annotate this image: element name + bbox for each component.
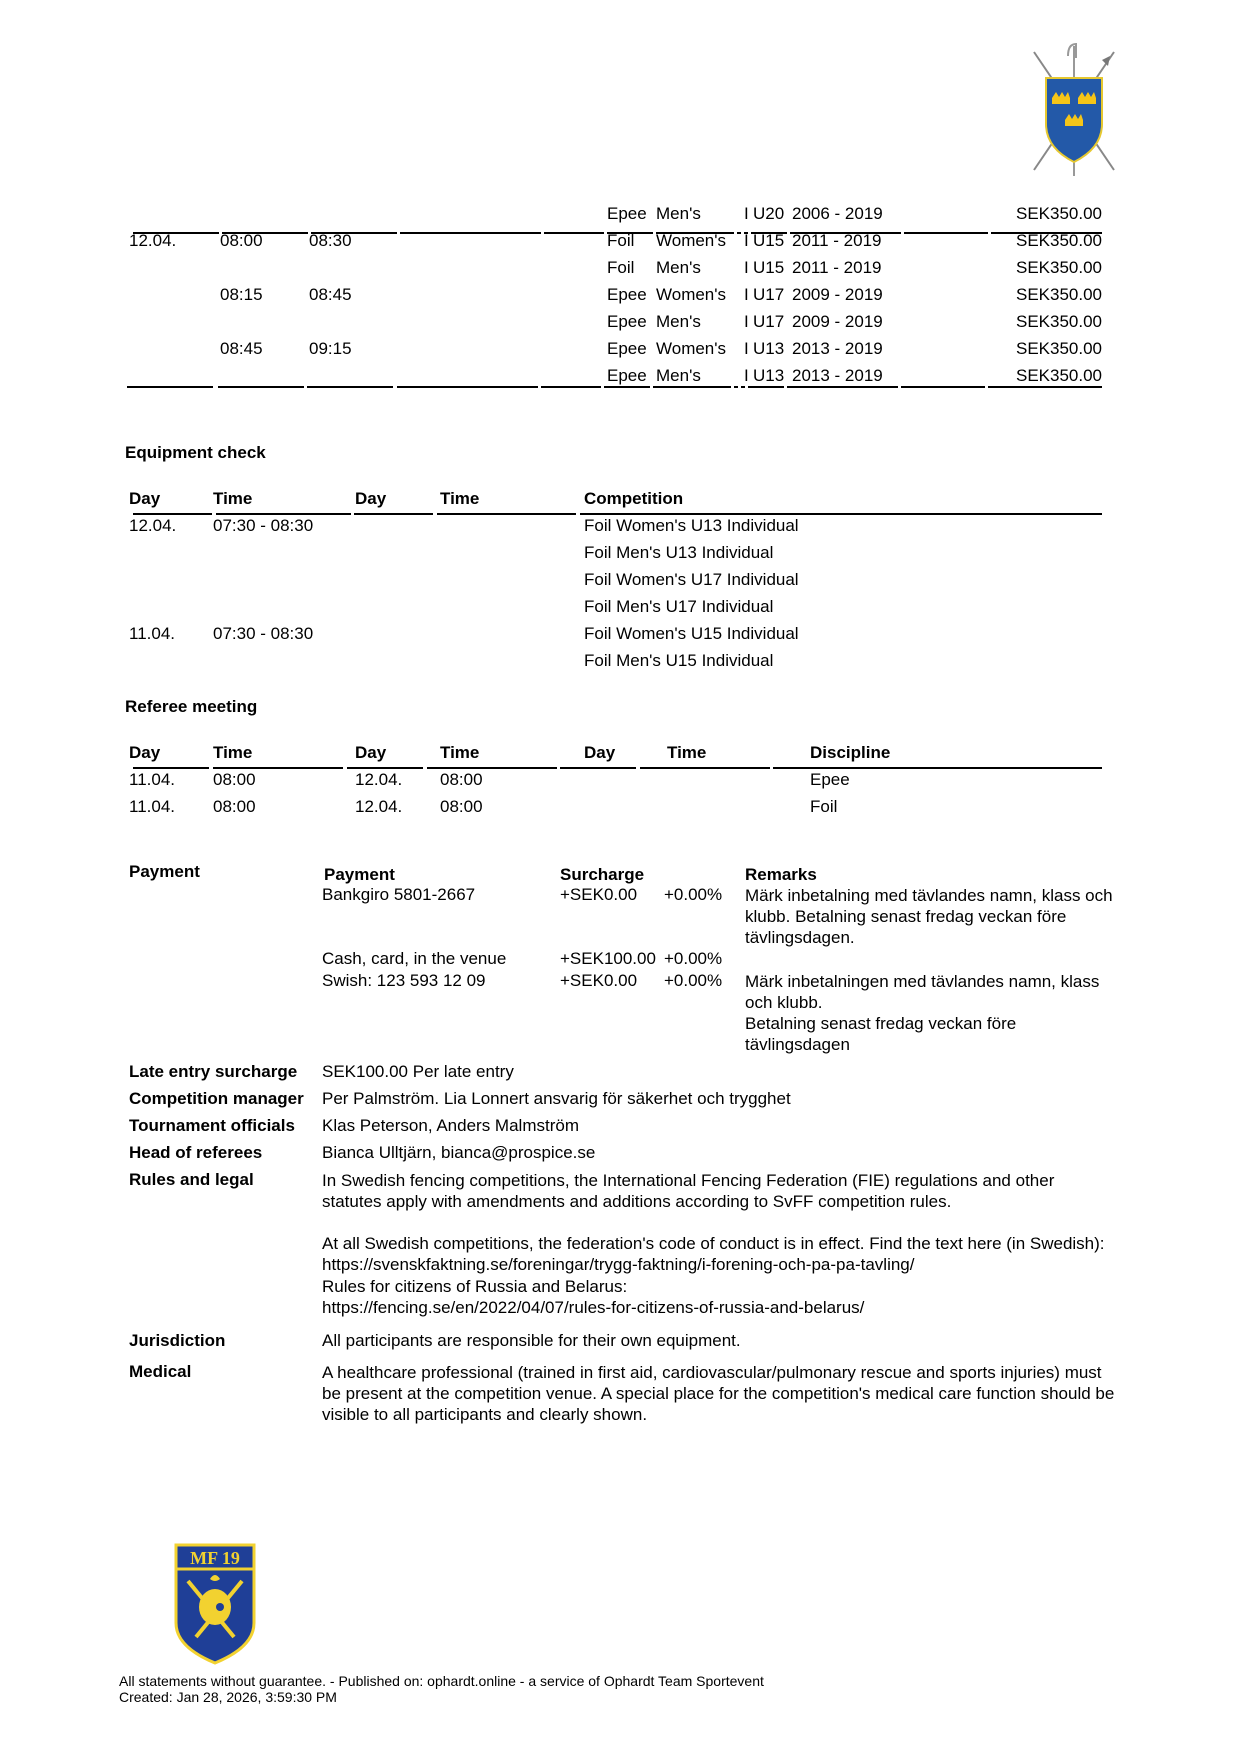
time-cell: 08:00 [440,770,483,789]
fee-cell: SEK350.00 [1015,366,1102,385]
discipline-cell: Foil [810,797,838,816]
weapon-cell: Foil [607,258,635,277]
column-underline [218,386,304,388]
fee-cell: SEK350.00 [1015,285,1102,304]
start-time-cell: 08:00 [220,231,263,250]
type-cell: I [744,258,749,277]
column-underline [213,767,343,769]
column-header: Discipline [810,743,891,762]
years-cell: 2013 - 2019 [792,339,883,358]
column-header: Time [667,743,707,762]
column-header: Day [355,743,387,762]
column-underline [640,767,770,769]
age-cell: U13 [753,366,785,385]
column-underline [397,386,538,388]
info-label: Tournament officials [129,1116,295,1135]
gender-cell: Women's [656,339,727,358]
column-underline [347,767,423,769]
type-cell: I [744,339,749,358]
column-underline [541,386,601,388]
info-label: Rules and legal [129,1170,254,1189]
column-underline [427,767,557,769]
day-cell: 11.04. [129,624,176,643]
column-header: Time [440,489,480,508]
column-header: Remarks [745,865,817,884]
column-header: Payment [324,865,395,884]
time-cell: 08:00 [213,770,256,789]
info-value: Klas Peterson, Anders Malmström [322,1116,579,1135]
years-cell: 2013 - 2019 [792,366,883,385]
column-underline [737,232,741,234]
time-cell: 08:00 [213,797,256,816]
type-cell: I [744,312,749,331]
gender-cell: Men's [656,312,701,331]
surcharge-percent: +0.00% [664,949,723,968]
gender-cell: Women's [656,285,727,304]
column-underline [787,386,898,388]
age-cell: U15 [753,258,785,277]
years-cell: 2009 - 2019 [792,285,883,304]
info-value: Bianca Ulltjärn, bianca@prospice.se [322,1143,596,1162]
column-underline [437,513,576,515]
column-underline [580,513,1102,515]
payment-remarks: Betalning senast fredag veckan före tävlingsdagen [745,1014,1017,1054]
rules-paragraph: At all Swedish competitions, the federation's code of conduct is in effect. Find the text here (in Swedish): https://svenskfaktning.se/foreningar/trygg-faktning/i-forening-och-pa-pa-tavling/ [322,1234,1105,1274]
start-time-cell: 08:15 [220,285,263,304]
competition-cell: Foil Women's U15 Individual [584,624,799,643]
type-cell: I [744,285,749,304]
column-header: Time [213,489,253,508]
column-header: Time [440,743,480,762]
fee-cell: SEK350.00 [1015,258,1102,277]
info-label: Late entry surcharge [129,1062,298,1081]
end-time-cell: 08:30 [309,231,352,250]
end-time-cell: 09:15 [309,339,352,358]
day-cell: 12.04. [355,770,403,789]
crest-icon [1028,42,1120,178]
column-underline [773,767,1102,769]
rules-paragraph: Rules for citizens of Russia and Belarus: [322,1277,628,1296]
column-header: Competition [584,489,684,508]
competition-cell: Foil Men's U13 Individual [584,543,774,562]
payment-method: Bankgiro 5801-2667 [322,885,476,904]
info-value: All participants are responsible for their own equipment. [322,1331,741,1350]
competition-cell: Foil Women's U13 Individual [584,516,799,535]
info-label: Medical [129,1362,192,1381]
fee-cell: SEK350.00 [1015,312,1102,331]
type-cell: I [744,366,749,385]
section-title: Equipment check [125,443,266,462]
club-crest-logo [172,1543,258,1665]
years-cell: 2006 - 2019 [792,204,883,223]
day-cell: 11.04. [129,797,176,816]
time-cell: 08:00 [440,797,483,816]
payment-remarks: Märk inbetalning med tävlandes namn, klass och klubb. Betalning senast fredag veckan före tävlingsdagen. [745,886,1113,947]
column-underline [734,386,738,388]
column-header: Day [129,489,161,508]
weapon-cell: Foil [607,231,635,250]
type-cell: I [744,204,749,223]
column-header: Day [355,489,387,508]
type-cell: I [744,231,749,250]
gender-cell: Women's [656,231,727,250]
svg-text:MF 19: MF 19 [190,1548,240,1568]
age-cell: U17 [753,312,785,331]
time-cell: 07:30 - 08:30 [213,516,314,535]
column-underline [307,386,393,388]
mf19-crest-icon [172,1543,258,1665]
surcharge-amount: +SEK0.00 [560,971,638,990]
years-cell: 2009 - 2019 [792,312,883,331]
payment-label: Payment [129,862,200,881]
info-value: SEK100.00 Per late entry [322,1062,514,1081]
age-cell: U15 [753,231,785,250]
discipline-cell: Epee [810,770,850,789]
column-header: Time [213,743,253,762]
surcharge-amount: +SEK100.00 [560,949,656,968]
weapon-cell: Epee [607,339,647,358]
payment-method: Swish: 123 593 12 09 [322,971,486,990]
column-underline [748,386,784,388]
column-header: Day [584,743,616,762]
column-underline [133,767,209,769]
info-value: A healthcare professional (trained in first aid, cardiovascular/pulmonary rescue and sports injuries) must be present at the competition venue. A special place for the competition's medical care function should be visible to all participants and clearly shown. [322,1363,1115,1424]
column-header: Surcharge [560,865,645,884]
weapon-cell: Epee [607,366,647,385]
info-label: Head of referees [129,1143,263,1162]
column-underline [653,386,731,388]
surcharge-amount: +SEK0.00 [560,885,638,904]
footer-created: Created: Jan 28, 2026, 3:59:30 PM [119,1689,337,1705]
column-underline [904,232,988,234]
payment-method: Cash, card, in the venue [322,949,507,968]
footer-disclaimer: All statements without guarantee. - Published on: ophardt.online - a service of Ophardt Team Sportevent [119,1673,764,1689]
column-underline [133,513,212,515]
competition-cell: Foil Men's U17 Individual [584,597,774,616]
rules-link[interactable]: https://fencing.se/en/2022/04/07/rules-for-citizens-of-russia-and-belarus/ [322,1298,865,1317]
column-underline [544,232,604,234]
rules-paragraph: In Swedish fencing competitions, the International Fencing Federation (FIE) regulations and other statutes apply with amendments and additions according to SvFF competition rules. [322,1171,1055,1211]
age-cell: U20 [753,204,785,223]
fee-cell: SEK350.00 [1015,231,1102,250]
column-underline [127,386,213,388]
info-label: Competition manager [129,1089,304,1108]
day-cell: 12.04. [129,516,177,535]
day-cell: 12.04. [129,231,177,250]
column-header: Day [129,743,161,762]
day-cell: 11.04. [129,770,176,789]
gender-cell: Men's [656,366,701,385]
fee-cell: SEK350.00 [1015,339,1102,358]
age-cell: U17 [753,285,785,304]
weapon-cell: Epee [607,204,647,223]
column-underline [560,767,636,769]
column-underline [988,386,1102,388]
time-cell: 07:30 - 08:30 [213,624,314,643]
payment-remarks: Märk inbetalningen med tävlandes namn, klass och klubb. [745,972,1100,1012]
surcharge-percent: +0.00% [664,971,723,990]
weapon-cell: Epee [607,285,647,304]
competition-cell: Foil Women's U17 Individual [584,570,799,589]
competition-cell: Foil Men's U15 Individual [584,651,774,670]
gender-cell: Men's [656,204,701,223]
fee-cell: SEK350.00 [1015,204,1102,223]
column-underline [216,513,351,515]
end-time-cell: 08:45 [309,285,352,304]
years-cell: 2011 - 2019 [792,258,882,277]
gender-cell: Men's [656,258,701,277]
section-title: Referee meeting [125,697,258,716]
weapon-cell: Epee [607,312,647,331]
info-value: Per Palmström. Lia Lonnert ansvarig för säkerhet och trygghet [322,1089,791,1108]
age-cell: U13 [753,339,785,358]
info-label: Jurisdiction [129,1331,226,1350]
years-cell: 2011 - 2019 [792,231,882,250]
column-underline [354,513,433,515]
column-underline [604,386,650,388]
federation-crest-logo [1028,42,1120,178]
column-underline [400,232,541,234]
day-cell: 12.04. [355,797,403,816]
surcharge-percent: +0.00% [664,885,723,904]
start-time-cell: 08:45 [220,339,263,358]
column-underline [741,386,745,388]
column-underline [901,386,985,388]
